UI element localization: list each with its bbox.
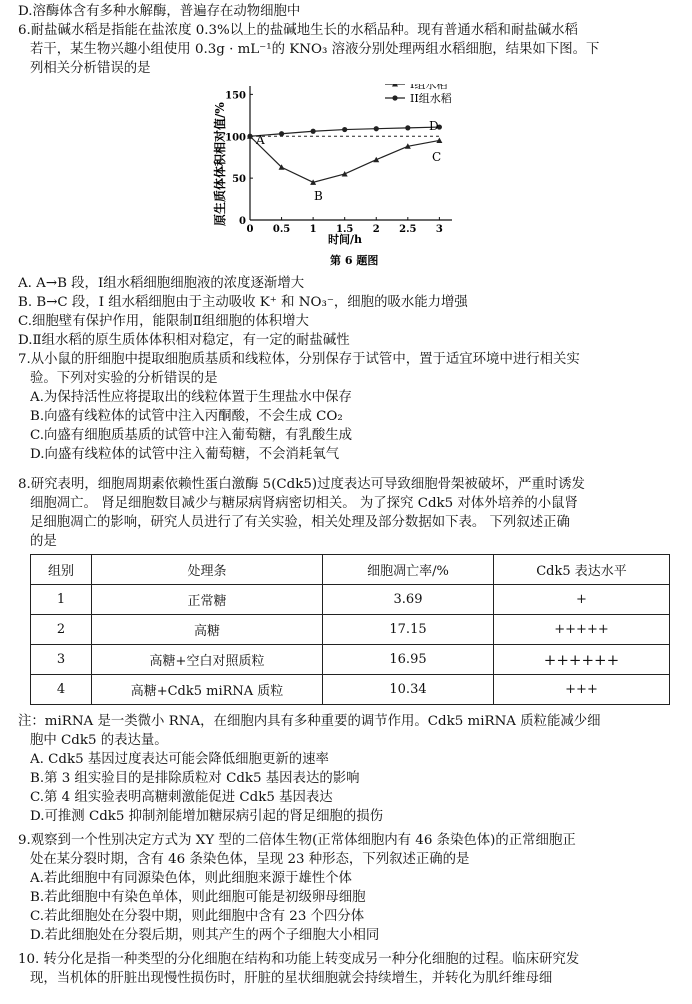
data-point bbox=[436, 137, 442, 143]
option-6a: A. A→B 段，Ⅰ组水稻细胞细胞液的浓度逐渐增大 bbox=[18, 276, 305, 291]
table-cell: 高糖+Cdk5 miRNA 质粒 bbox=[92, 675, 323, 705]
option-7b: B.向盛有线粒体的试管中注入丙酮酸，不会生成 CO₂ bbox=[30, 409, 343, 424]
text-line: 处在某分裂时期，含有 46 条染色体，呈现 23 种形态，下列叙述正确的是 bbox=[30, 852, 470, 867]
point-label-a: A bbox=[256, 133, 265, 147]
x-tick-label: 2 bbox=[372, 224, 380, 235]
x-tick-label: 1.5 bbox=[335, 224, 354, 235]
y-axis-label: 原生质体体积相对值/% bbox=[213, 102, 227, 226]
option-8d: D.可推测 Cdk5 抑制剂能增加糖尿病引起的肾足细胞的损伤 bbox=[30, 809, 384, 824]
legend-label-group2: II组水稻 bbox=[410, 92, 452, 105]
table-cell: 高糖 bbox=[92, 615, 323, 645]
option-7c: C.向盛有细胞质基质的试管中注入葡萄糖，有乳酸生成 bbox=[30, 428, 353, 443]
text-line: 细胞凋亡。 肾足细胞数目减少与糖尿病肾病密切相关。 为了探究 Cdk5 对体外培养的小鼠肾 bbox=[30, 496, 578, 511]
text-line: 现，当机体的肝脏出现慢性损伤时，肝脏的星状细胞就会持续增生，并转化为肌纤维母细 bbox=[30, 971, 553, 986]
question-9-stem: 9.观察到一个性别决定方式为 XY 型的二倍体生物(正常体细胞内有 46 条染色体)的正常细胞正 bbox=[18, 833, 576, 848]
table-cell: 高糖+空白对照质粒 bbox=[92, 645, 323, 675]
table-cell: +++++ bbox=[494, 615, 670, 645]
table-row bbox=[31, 675, 670, 705]
text-line: 验。下列对实验的分析错误的是 bbox=[30, 371, 218, 386]
table-row bbox=[31, 645, 670, 675]
option-8c: C.第 4 组实验表明高糖刺激能促进 Cdk5 基因表达 bbox=[30, 790, 333, 805]
data-point bbox=[311, 129, 316, 134]
question-6-stem: 6.耐盐碱水稻是指能在盐浓度 0.3%以上的盐碱地生长的水稻品种。现有普通水稻和耐盐碱水稻 bbox=[18, 23, 578, 38]
option-9d: D.若此细胞处在分裂后期，则其产生的两个子细胞大小相同 bbox=[30, 928, 380, 943]
table-header-row bbox=[31, 555, 670, 585]
data-table bbox=[30, 554, 670, 705]
option-9b: B.若此细胞中有染色单体，则此细胞可能是初级卵母细胞 bbox=[30, 890, 366, 905]
table-header: 组别 bbox=[31, 555, 92, 585]
option-7d: D.向盛有线粒体的试管中注入葡萄糖，不会消耗氧气 bbox=[30, 447, 340, 462]
data-point bbox=[342, 127, 347, 132]
table-row bbox=[31, 585, 670, 615]
data-point bbox=[342, 171, 348, 177]
data-point bbox=[279, 131, 284, 136]
text-line: 胞中 Cdk5 的表达量。 bbox=[30, 733, 168, 748]
table-cell: +++ bbox=[494, 675, 670, 705]
table-cell: 16.95 bbox=[323, 645, 494, 675]
table-cell: 17.15 bbox=[323, 615, 494, 645]
option-6d: D.Ⅱ组水稻的原生质体体积相对稳定，有一定的耐盐碱性 bbox=[18, 333, 350, 348]
data-point bbox=[405, 125, 410, 130]
option-8a: A. Cdk5 基因过度表达可能会降低细胞更新的速率 bbox=[30, 752, 329, 767]
table-cell: 10.34 bbox=[323, 675, 494, 705]
question-8-stem: 8.研究表明，细胞周期素依赖性蛋白激酶 5(Cdk5)过度表达可导致细胞骨架被破坏，严重时诱发 bbox=[18, 477, 585, 492]
y-tick-label: 150 bbox=[225, 90, 246, 102]
option-6c: C.细胞壁有保护作用，能限制Ⅱ组细胞的体积增大 bbox=[18, 314, 309, 329]
point-label-b: B bbox=[314, 189, 323, 203]
table-cell: 2 bbox=[31, 615, 92, 645]
x-tick-label: 0 bbox=[246, 224, 254, 235]
table-row bbox=[31, 615, 670, 645]
line-chart bbox=[200, 84, 500, 270]
point-label-c: C bbox=[432, 150, 442, 164]
question-7-stem: 7.从小鼠的肝细胞中提取细胞质基质和线粒体，分别保存于试管中，置于适宜环境中进行相关实 bbox=[18, 352, 580, 367]
text-line: D.溶酶体含有多种水解酶，普遍存在动物细胞中 bbox=[18, 4, 301, 19]
table-header: Cdk5 表达水平 bbox=[494, 555, 670, 585]
text-line: 若干，某生物兴趣小组使用 0.3g · mL⁻¹的 KNO₃ 溶液分别处理两组水稻细胞，结果如下图。下 bbox=[30, 42, 600, 57]
x-tick-label: 2.5 bbox=[399, 224, 417, 235]
data-point bbox=[247, 134, 252, 139]
table-cell: 1 bbox=[31, 585, 92, 615]
figure-caption: 第 6 题图 bbox=[330, 254, 379, 267]
table-cell: 3 bbox=[31, 645, 92, 675]
table-cell: 3.69 bbox=[323, 585, 494, 615]
x-tick-label: 1 bbox=[309, 224, 317, 235]
text-line: 足细胞凋亡的影响，研究人员进行了有关实验，相关处理及部分数据如下表。 下列叙述正确 bbox=[30, 515, 570, 530]
y-tick-label: 0 bbox=[239, 216, 246, 227]
data-point bbox=[374, 126, 379, 131]
x-axis-label: 时间/h bbox=[328, 233, 363, 246]
x-tick-label: 3 bbox=[435, 224, 443, 235]
legend-label-group1: I组水稻 bbox=[410, 84, 448, 91]
table-cell: 4 bbox=[31, 675, 92, 705]
text-line: 列相关分析错误的是 bbox=[30, 61, 151, 76]
question-10-stem: 10. 转分化是指一种类型的分化细胞在结构和功能上转变成另一种分化细胞的过程。临床研究发 bbox=[18, 952, 580, 967]
option-6b: B. B→C 段，Ⅰ 组水稻细胞由于主动吸收 K⁺ 和 NO₃⁻，细胞的吸水能力增强 bbox=[18, 295, 468, 310]
point-label-d: D bbox=[429, 119, 439, 133]
table-note: 注：miRNA 是一类微小 RNA，在细胞内具有多种重要的调节作用。Cdk5 miRNA 质粒能减少细 bbox=[18, 714, 601, 729]
option-8b: B.第 3 组实验目的是排除质粒对 Cdk5 基因表达的影响 bbox=[30, 771, 360, 786]
table-header: 细胞凋亡率/% bbox=[323, 555, 494, 585]
y-tick-label: 100 bbox=[225, 132, 246, 144]
y-tick-label: 50 bbox=[232, 174, 246, 186]
table-cell: ++++++ bbox=[494, 645, 670, 675]
table-cell: + bbox=[494, 585, 670, 615]
text-line: 的是 bbox=[30, 534, 57, 549]
table-header: 处理条 bbox=[92, 555, 323, 585]
option-9a: A.若此细胞中有同源染色体，则此细胞来源于雄性个体 bbox=[30, 871, 352, 886]
table-cell: 正常糖 bbox=[92, 585, 323, 615]
x-tick-label: 0.5 bbox=[272, 224, 291, 235]
question-6-figure bbox=[200, 84, 500, 270]
option-9c: C.若此细胞处在分裂中期，则此细胞中含有 23 个四分体 bbox=[30, 909, 365, 924]
option-7a: A.为保持活性应将提取出的线粒体置于生理盐水中保存 bbox=[30, 390, 352, 405]
legend-marker-group2 bbox=[392, 95, 397, 100]
